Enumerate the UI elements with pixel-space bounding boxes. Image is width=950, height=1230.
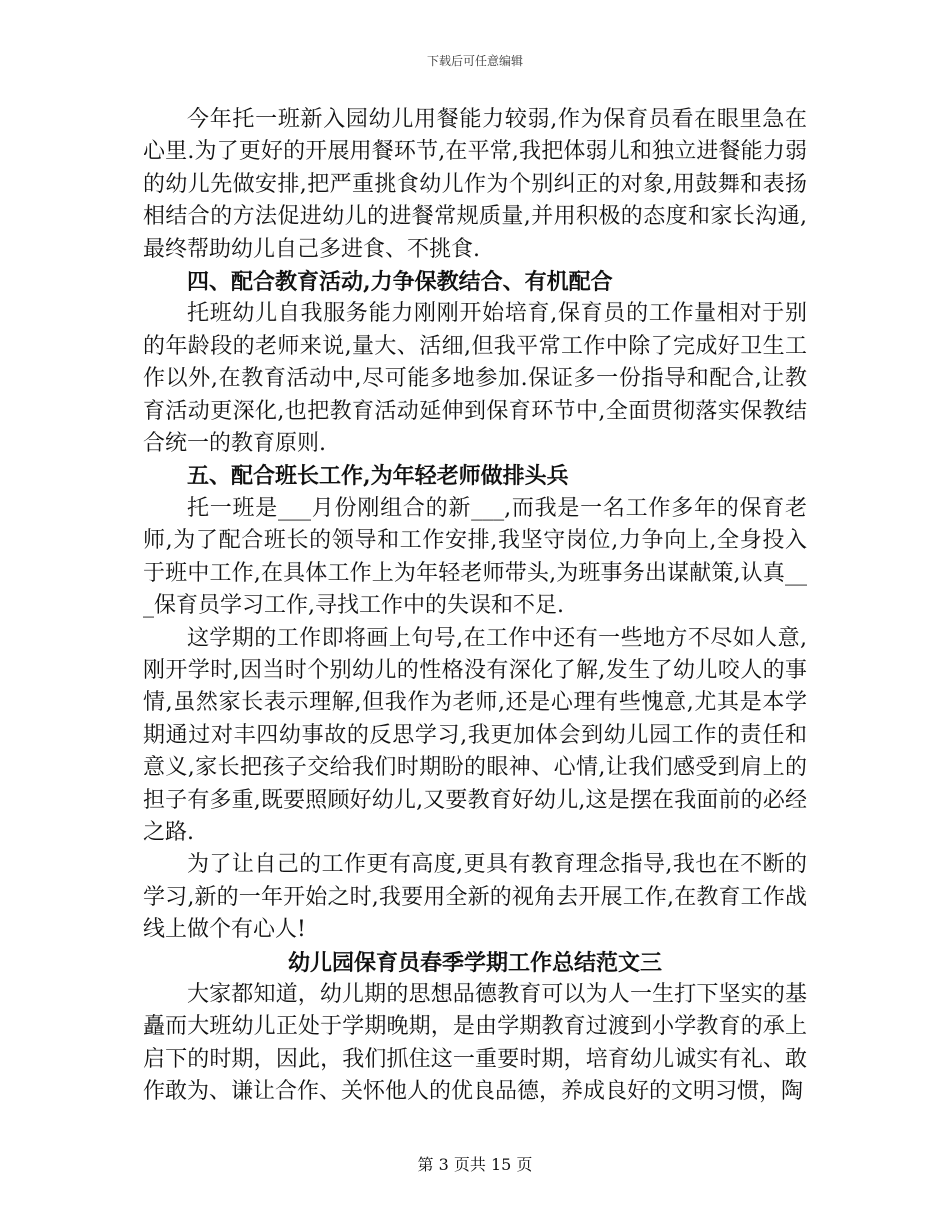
paragraph-learning: 为了让自己的工作更有高度,更具有教育理念指导,我也在不断的学习,新的一年开始之时,我要用全新的视角去开展工作,在教育工作战线上做个有心人! <box>143 852 807 943</box>
article-title-three: 幼儿园保育员春季学期工作总结范文三 <box>287 949 662 976</box>
section-heading-four: 四、配合教育活动,力争保教结合、有机配合 <box>187 269 613 296</box>
page-header: 下载后可任意编辑 <box>426 54 523 68</box>
paragraph-moral-education: 大家都知道，幼儿期的思想品德教育可以为人一生打下坚实的基矗而大班幼儿正处于学期晚期，是由学期教育过渡到小学教育的承上启下的时期，因此，我们抓住这一重要时期，培育幼儿诚实有礼、敢作敢为、谦让合作、关怀他人的优良品德，养成良好的文明习惯，陶 <box>143 981 807 1105</box>
document-body <box>143 104 807 1109</box>
paragraph-class-leader: 托一班是___月份刚组合的新___,而我是一名工作多年的保育老师,为了配合班长的领导和工作安排,我坚守岗位,力争向上,全身投入于班中工作,在具体工作上为年轻老师带头,为班事务出谋献策,认真___保育员学习工作,寻找工作中的失误和不足. <box>143 495 807 619</box>
section-heading-five: 五、配合班长工作,为年轻老师做排头兵 <box>187 463 569 490</box>
page-number-footer: 第 3 页共 15 页 <box>417 1155 533 1174</box>
paragraph-meal-care: 今年托一班新入园幼儿用餐能力较弱,作为保育员看在眼里急在心里.为了更好的开展用餐环节,在平常,我把体弱儿和独立进餐能力弱的幼儿先做安排,把严重挑食幼儿作为个别纠正的对象,用鼓舞和表扬相结合的方法促进幼儿的进餐常规质量,并用积极的态度和家长沟通,最终帮助幼儿自己多进食、不挑食. <box>143 107 807 262</box>
paragraph-reflection: 这学期的工作即将画上句号,在工作中还有一些地方不尽如人意,刚开学时,因当时个别幼儿的性格没有深化了解,发生了幼儿咬人的事情,虽然家长表示理解,但我作为老师,还是心理有些愧意,尤其是本学期通过对丰四幼事故的反思学习,我更加体会到幼儿园工作的责任和意义,家长把孩子交给我们时期盼的眼神、心情,让我们感受到肩上的担子有多重,既要照顾好幼儿,又要教育好幼儿,这是摆在我面前的必经之路. <box>143 625 807 845</box>
paragraph-education-cooperation: 托班幼儿自我服务能力刚刚开始培育,保育员的工作量相对于别的年龄段的老师来说,量大、活细,但我平常工作中除了完成好卫生工作以外,在教育活动中,尽可能多地参加.保证多一份指导和配合,让教育活动更深化,也把教育活动延伸到保育环节中,全面贯彻落实保教结合统一的教育原则. <box>143 301 807 457</box>
